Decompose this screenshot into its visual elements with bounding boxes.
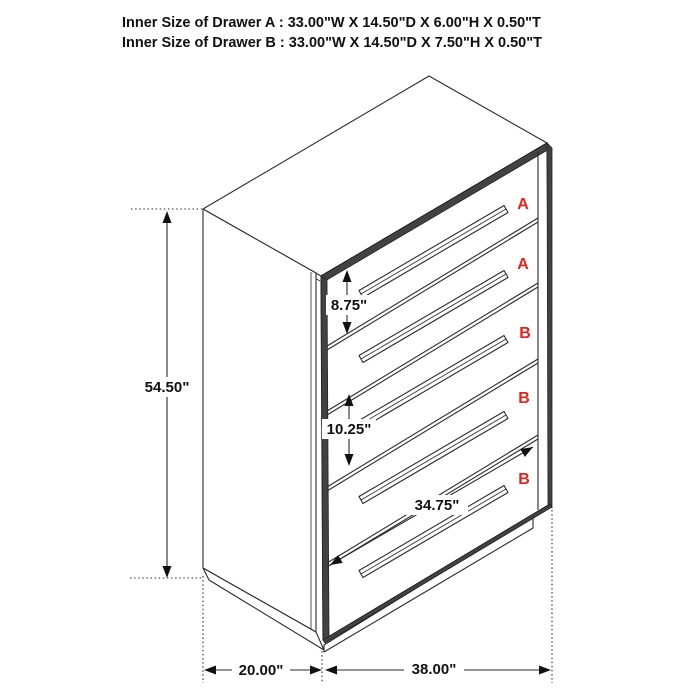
drawer-label-4: B (518, 390, 530, 407)
arrow-left-icon (325, 666, 337, 675)
drawer-label-2: A (517, 256, 529, 273)
arrow-right-icon (539, 666, 551, 675)
arrow-left-icon (204, 666, 216, 675)
overall-height-label: 54.50" (144, 379, 190, 396)
header-line-2: Inner Size of Drawer B : 33.00"W X 14.50"D X 7.50"H X 0.50"T (122, 35, 542, 51)
arrow-down-icon (163, 566, 172, 578)
right-edge-shade (547, 143, 552, 508)
cabinet-drawing (203, 76, 552, 652)
header-line-1: Inner Size of Drawer A : 33.00"W X 14.50"D X 6.00"H X 0.50"T (122, 15, 541, 31)
drawer-diagonal-label: 34.75" (414, 497, 460, 514)
depth-label: 20.00" (238, 662, 284, 679)
side-panel (203, 209, 316, 632)
drawer-b-height-label: 10.25" (326, 421, 372, 438)
arrow-up-icon (163, 211, 172, 223)
dim-overall-height (130, 209, 202, 578)
header (122, 15, 542, 51)
arrow-right-icon (310, 666, 322, 675)
drawer-label-5: B (518, 471, 530, 488)
drawer-label-1: A (517, 196, 529, 213)
drawer-a-height-label: 8.75" (330, 297, 368, 314)
width-label: 38.00" (411, 661, 457, 678)
drawer-label-3: B (519, 325, 531, 342)
